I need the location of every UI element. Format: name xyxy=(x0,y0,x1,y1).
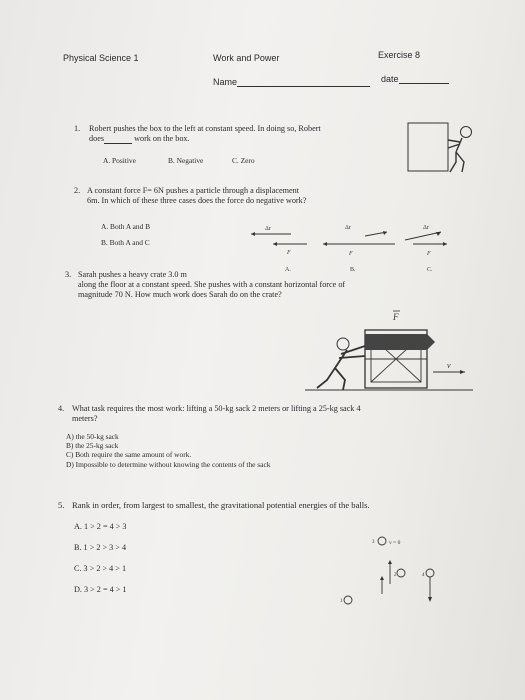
q1-number: 1. xyxy=(74,124,81,133)
q4-text-line2: meters? xyxy=(72,414,98,423)
q1-push-box-figure xyxy=(400,118,500,188)
q3-force-arrow-head xyxy=(427,334,435,350)
q2-c-force-head xyxy=(443,242,447,246)
q4-number: 4. xyxy=(58,404,65,413)
q5-ball3-note: v = 0 xyxy=(389,540,401,546)
date-blank[interactable] xyxy=(399,83,449,84)
q1-option-b[interactable]: B. Negative xyxy=(168,156,204,165)
q5-ball4-velocity-head xyxy=(428,597,432,602)
q5-ball1-label: 1 xyxy=(340,599,343,604)
q1-text-line1: Robert pushes the box to the left at constant speed. In doing so, Robert xyxy=(89,124,321,133)
q2-b-dr-label: Δr xyxy=(345,225,351,231)
q1-answer-blank[interactable] xyxy=(104,143,132,144)
q4-option-c[interactable]: C) Both require the same amount of work. xyxy=(66,450,192,459)
q3-force-label: F xyxy=(393,312,399,322)
q3-number: 3. xyxy=(65,270,72,279)
q5-text-line1: Rank in order, from largest to smallest, the gravitational potential energies of the balls. xyxy=(72,500,370,510)
q4-option-b[interactable]: B) the 25-kg sack xyxy=(66,441,119,450)
q4-text-line1: What task requires the most work: lifting a 50-kg sack 2 meters or lifting a 25-kg sack 4 xyxy=(72,404,361,413)
q5-ball-3 xyxy=(378,537,386,545)
course-title: Physical Science 1 xyxy=(63,53,139,63)
q2-case-a-label: A. xyxy=(285,267,291,273)
q3-text-line2: along the floor at a constant speed. She pushes with a constant horizontal force of xyxy=(78,280,346,289)
name-blank[interactable] xyxy=(237,86,370,87)
q5-ball2-label: 2 xyxy=(394,573,397,578)
q2-vector-diagram xyxy=(245,222,455,274)
name-field[interactable] xyxy=(213,77,370,87)
q5-number: 5. xyxy=(58,500,65,510)
q4-option-a[interactable]: A) the 50-kg sack xyxy=(66,432,119,441)
q5-option-d[interactable]: D. 3 > 2 = 4 > 1 xyxy=(74,585,127,594)
q2-b-force-head xyxy=(323,242,327,246)
q2-case-b-label: B. xyxy=(350,267,356,273)
q5-option-b[interactable]: B. 1 > 2 > 3 > 4 xyxy=(74,543,127,552)
q5-ball4-label: 4 xyxy=(422,573,425,578)
exercise-title: Exercise 8 xyxy=(378,50,421,60)
q2-c-displacement xyxy=(405,232,441,240)
q3-velocity-label: v xyxy=(447,361,451,370)
q1-person-head xyxy=(461,127,472,138)
q2-a-f-label: F xyxy=(287,250,291,256)
q2-number: 2. xyxy=(74,186,81,195)
q1-box xyxy=(408,123,448,171)
q1-text-line2 xyxy=(89,134,190,144)
q3-person-body xyxy=(317,346,365,390)
q5-ball-1 xyxy=(344,596,352,604)
q2-c-displacement-head xyxy=(436,232,441,236)
q2-c-dr-label: Δr xyxy=(423,225,429,231)
q5-ball-4 xyxy=(426,569,434,577)
q1-work: work on the box. xyxy=(134,134,190,143)
q2-text-line2: 6m. In which of these three cases does the force do negative work? xyxy=(87,196,307,205)
q5-option-a[interactable]: A. 1 > 2 = 4 > 3 xyxy=(74,522,127,531)
date-field[interactable] xyxy=(381,74,449,84)
q4-option-d[interactable]: D) Impossible to determine without knowing the contents of the sack xyxy=(66,460,271,469)
q5-ball1-velocity-head xyxy=(380,576,384,580)
q2-a-force-head xyxy=(273,242,277,246)
q5-ball3-label: 3 xyxy=(372,540,375,545)
q2-case-c-label: C. xyxy=(427,267,433,273)
q3-velocity-arrow-head xyxy=(460,370,465,374)
q5-ball-2 xyxy=(397,569,405,577)
q2-a-dr-label: Δr xyxy=(265,226,271,232)
q3-force-arrow-band xyxy=(365,334,427,350)
q2-b-displacement-head xyxy=(383,231,387,235)
q3-text-line1: Sarah pushes a heavy crate 3.0 m xyxy=(78,270,187,279)
date-label: date xyxy=(381,74,399,84)
q2-option-a[interactable]: A. Both A and B xyxy=(101,222,151,231)
q1-option-a[interactable]: A. Positive xyxy=(103,156,136,165)
topic-title: Work and Power xyxy=(213,53,280,63)
q1-option-c[interactable]: C. Zero xyxy=(232,156,255,165)
q2-c-f-label: F xyxy=(427,251,431,257)
q2-option-b[interactable]: B. Both A and C xyxy=(101,238,150,247)
q5-balls-figure xyxy=(338,532,448,610)
q3-text-line3: magnitude 70 N. How much work does Sarah do on the crate? xyxy=(78,290,282,299)
name-label: Name xyxy=(213,77,238,87)
q2-text-line1: A constant force F= 6N pushes a particle through a displacement xyxy=(87,186,299,195)
q1-does: does xyxy=(89,134,105,143)
q3-crate-figure xyxy=(305,310,475,395)
q2-a-displacement-head xyxy=(251,232,255,236)
q3-person-head xyxy=(337,338,349,350)
q5-option-c[interactable]: C. 3 > 2 > 4 > 1 xyxy=(74,564,127,573)
q1-person-body xyxy=(448,138,464,172)
q5-ball2-velocity-head xyxy=(388,560,392,564)
q2-b-f-label: F xyxy=(349,251,353,257)
